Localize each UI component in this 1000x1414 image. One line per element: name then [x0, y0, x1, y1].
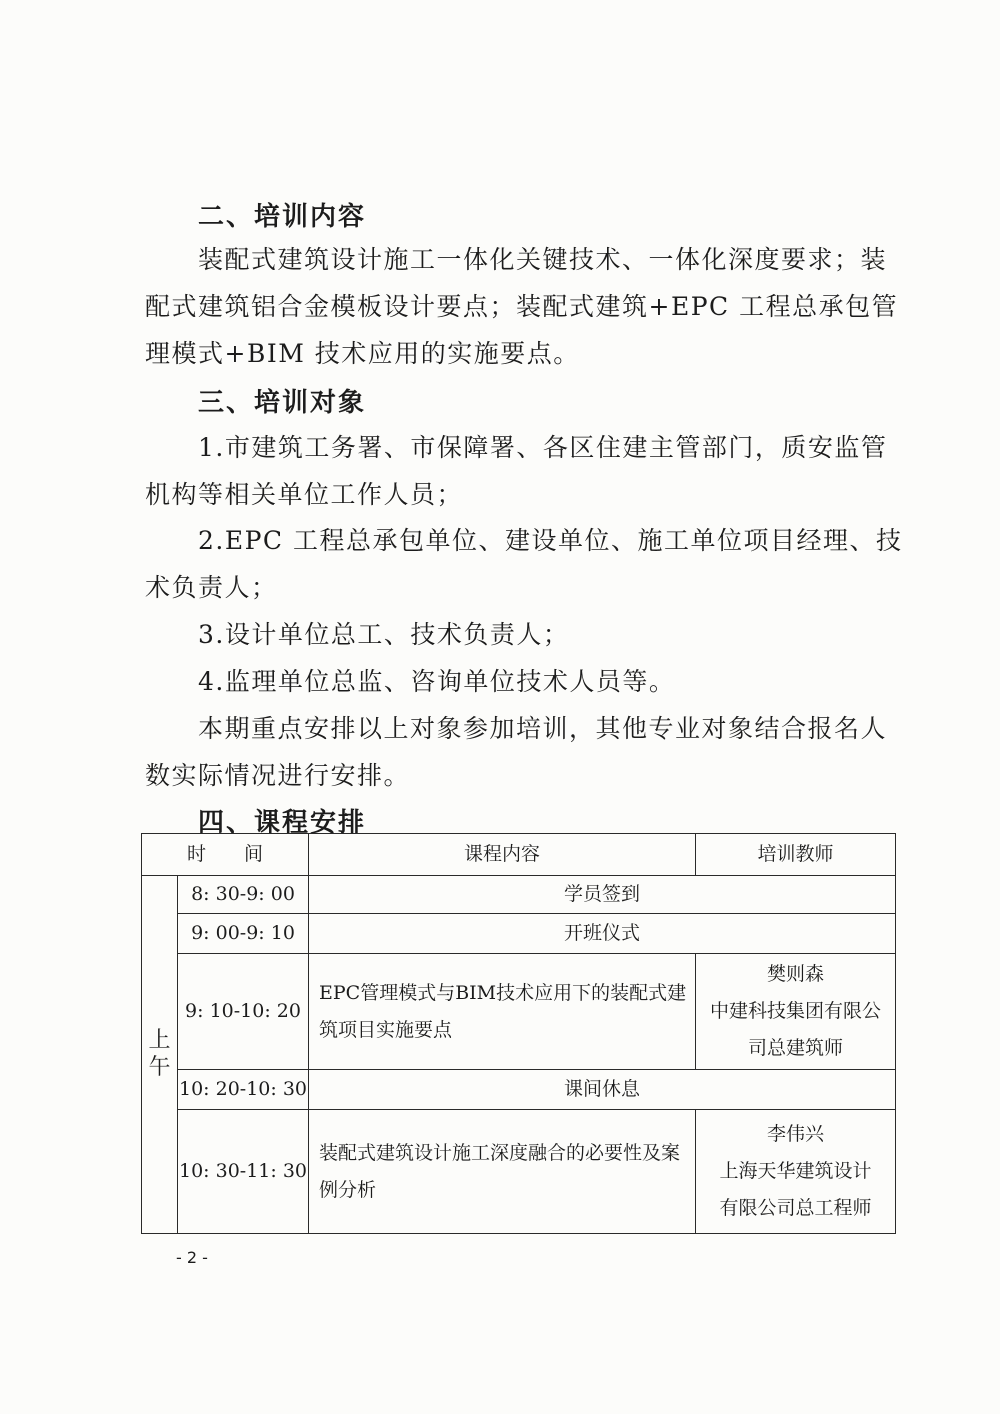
trainees-line-1: 1.市建筑工务署、市保障署、各区住建主管部门，质安监管	[198, 433, 888, 462]
training-content-line-2: 配式建筑铝合金模板设计要点；装配式建筑+EPC 工程总承包管	[145, 292, 899, 321]
row-time: 10: 20-10: 30	[178, 1070, 309, 1110]
trainees-line-7: 本期重点安排以上对象参加培训，其他专业对象结合报名人	[198, 714, 888, 743]
period-morning: 上 午	[142, 876, 178, 1234]
row-content: 学员签到	[309, 876, 896, 914]
training-content-line-3: 理模式+BIM 技术应用的实施要点。	[145, 339, 580, 368]
header-time: 时 间	[142, 834, 309, 876]
row-content: EPC管理模式与BIM技术应用下的装配式建筑项目实施要点	[309, 954, 696, 1070]
row-content: 装配式建筑设计施工深度融合的必要性及案例分析	[309, 1110, 696, 1234]
page-number: - 2 -	[176, 1248, 208, 1267]
row-time: 9: 00-9: 10	[178, 914, 309, 954]
section-heading-schedule: 四、课程安排	[198, 808, 367, 838]
schedule-row	[142, 1070, 896, 1110]
row-content: 课间休息	[309, 1070, 896, 1110]
row-teacher: 李伟兴 上海天华建筑设计 有限公司总工程师	[696, 1110, 896, 1234]
schedule-row	[142, 954, 896, 1070]
row-teacher: 樊则森 中建科技集团有限公 司总建筑师	[696, 954, 896, 1070]
trainees-line-5: 3.设计单位总工、技术负责人；	[198, 620, 570, 649]
training-content-line-1: 装配式建筑设计施工一体化关键技术、一体化深度要求；装	[198, 245, 888, 274]
schedule-row	[142, 1110, 896, 1234]
section-heading-training-content: 二、培训内容	[198, 202, 367, 232]
header-content: 课程内容	[309, 834, 696, 876]
row-time: 10: 30-11: 30	[178, 1110, 309, 1234]
schedule-row	[142, 876, 896, 914]
schedule-table	[141, 833, 896, 1234]
trainees-line-3: 2.EPC 工程总承包单位、建设单位、施工单位项目经理、技	[198, 526, 903, 555]
row-time: 8: 30-9: 00	[178, 876, 309, 914]
trainees-line-6: 4.监理单位总监、咨询单位技术人员等。	[198, 667, 676, 696]
trainees-line-4: 术负责人；	[145, 573, 278, 602]
row-time: 9: 10-10: 20	[178, 954, 309, 1070]
trainees-line-8: 数实际情况进行安排。	[145, 761, 411, 790]
schedule-row	[142, 914, 896, 954]
header-teacher: 培训教师	[696, 834, 896, 876]
schedule-header-row	[142, 834, 896, 876]
row-content: 开班仪式	[309, 914, 896, 954]
section-heading-trainees: 三、培训对象	[198, 388, 367, 418]
trainees-line-2: 机构等相关单位工作人员；	[145, 480, 464, 509]
